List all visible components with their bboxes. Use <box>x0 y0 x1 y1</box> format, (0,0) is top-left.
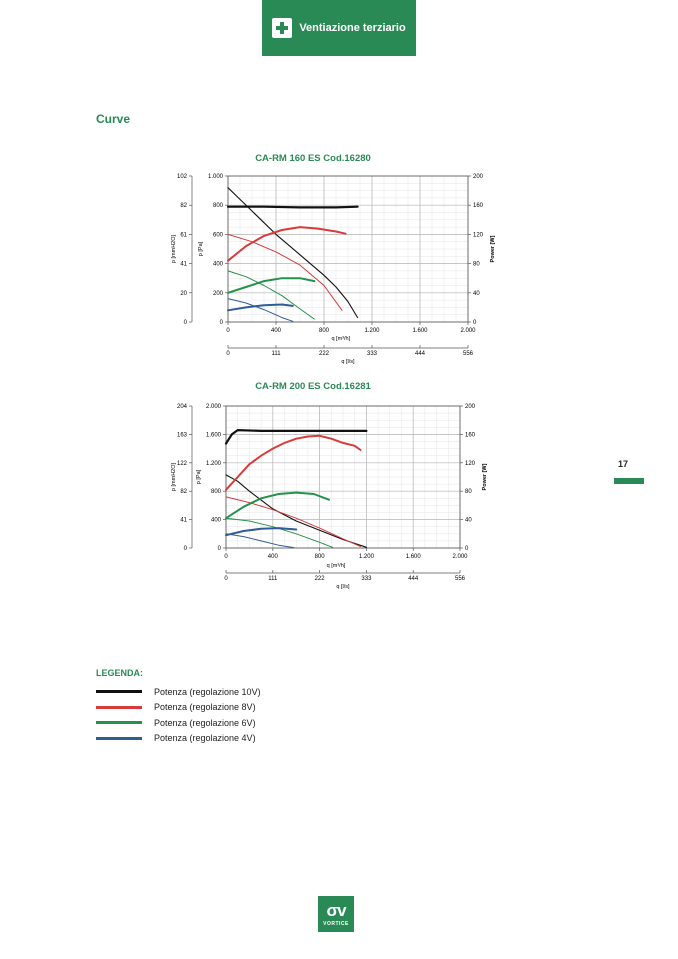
x2-tick-label: 556 <box>454 576 466 582</box>
x2-axis-label: q [l/s] <box>336 584 350 590</box>
x2-tick-label: 0 <box>224 576 228 582</box>
section-title: Curve <box>96 112 131 126</box>
x-axis-label: q [m³/h] <box>326 563 346 569</box>
x2-tick-label: 556 <box>462 351 474 357</box>
cross-icon <box>272 18 292 38</box>
series-line-pressione-10v <box>226 475 366 547</box>
mm-tick-label: 102 <box>176 174 187 180</box>
x2-tick-label: 222 <box>314 576 325 582</box>
y-axis-label-mm: p [mmH2O] <box>171 234 177 264</box>
legend-item <box>96 700 261 716</box>
y-tick-label: 2.000 <box>205 404 221 410</box>
legend-item <box>96 731 261 747</box>
x-tick-label: 400 <box>270 328 282 334</box>
page-number: 17 <box>618 459 629 469</box>
legend-label: Potenza (regolazione 4V) <box>154 733 256 744</box>
series-line-pressione-4v <box>228 299 293 322</box>
mm-tick-label: 41 <box>180 261 187 268</box>
y-right-tick-label: 80 <box>465 489 472 496</box>
y-tick-label: 800 <box>212 203 223 210</box>
y-tick-label: 400 <box>210 517 221 524</box>
y-right-tick-label: 200 <box>465 404 476 410</box>
y-tick-label: 800 <box>210 489 221 496</box>
series-line-pressione-4v <box>226 534 294 548</box>
series-line-potenza-4v <box>228 305 293 311</box>
y-right-tick-label: 40 <box>465 517 472 524</box>
x2-tick-label: 333 <box>361 576 372 582</box>
mm-tick-label: 41 <box>180 517 187 524</box>
series-line-potenza-8v <box>228 227 346 261</box>
x-tick-label: 1.600 <box>405 554 421 560</box>
series-line-pressione-8v <box>228 234 342 310</box>
mm-tick-label: 0 <box>183 546 187 552</box>
legend <box>96 668 261 746</box>
logo-mark-icon: σv <box>326 900 346 920</box>
x2-axis-label: q [l/s] <box>341 359 355 365</box>
plot-frame <box>226 406 460 548</box>
y-right-tick-label: 40 <box>473 290 480 297</box>
plot-frame <box>228 176 468 322</box>
legend-swatch <box>96 690 142 693</box>
legend-label: Potenza (regolazione 10V) <box>154 686 261 697</box>
y-right-tick-label: 160 <box>465 432 476 439</box>
x-tick-label: 800 <box>318 328 330 334</box>
y-axis-label-power: Power [W] <box>490 235 496 263</box>
series-line-potenza-8v <box>226 436 361 490</box>
series-line-potenza-10v <box>226 430 366 444</box>
series-line-potenza-6v <box>228 278 314 293</box>
x-tick-label: 2.000 <box>452 554 468 560</box>
y-tick-label: 600 <box>212 232 223 239</box>
x-tick-label: 800 <box>314 554 325 560</box>
y-right-tick-label: 0 <box>473 320 477 326</box>
y-tick-label: 400 <box>212 261 223 268</box>
logo-wordmark: VORTICE <box>323 920 349 927</box>
mm-tick-label: 0 <box>183 320 187 326</box>
series-line-pressione-10v <box>228 188 358 318</box>
y-tick-label: 0 <box>217 546 221 552</box>
mm-tick-label: 82 <box>180 489 187 496</box>
y-right-tick-label: 0 <box>465 546 469 552</box>
x-tick-label: 1.600 <box>412 328 428 334</box>
legend-label: Potenza (regolazione 6V) <box>154 717 256 728</box>
y-right-tick-label: 120 <box>465 460 476 467</box>
y-axis-label-mm: p [mmH2O] <box>171 462 177 492</box>
y-right-tick-label: 120 <box>473 232 484 239</box>
x2-tick-label: 111 <box>268 576 278 582</box>
series-line-pressione-6v <box>228 271 314 319</box>
y-tick-label: 200 <box>212 290 223 297</box>
series-line-potenza-4v <box>226 528 296 535</box>
mm-tick-label: 61 <box>180 232 187 239</box>
y-axis-label-pa: p [Pa] <box>196 469 202 485</box>
mm-tick-label: 122 <box>176 460 187 467</box>
x-tick-label: 0 <box>226 328 230 334</box>
header-title: Ventiazione terziario <box>299 22 406 34</box>
page-marker <box>614 478 644 484</box>
x-tick-label: 2.000 <box>460 328 476 334</box>
mm-tick-label: 82 <box>180 203 187 210</box>
series-line-pressione-8v <box>226 497 361 547</box>
x-tick-label: 400 <box>267 554 278 560</box>
x2-tick-label: 111 <box>271 351 281 357</box>
vortice-logo <box>318 896 354 932</box>
legend-item <box>96 684 261 700</box>
y-tick-label: 1.600 <box>205 432 221 439</box>
x-tick-label: 1.200 <box>364 328 380 334</box>
x-axis-label: q [m³/h] <box>331 336 351 342</box>
series-line-potenza-10v <box>228 207 358 208</box>
y-right-tick-label: 80 <box>473 261 480 268</box>
legend-swatch <box>96 706 142 709</box>
x2-tick-label: 444 <box>408 576 419 582</box>
mm-tick-label: 204 <box>176 404 187 410</box>
x2-tick-label: 333 <box>366 351 378 357</box>
y-axis-label-pa: p [Pa] <box>198 241 204 257</box>
legend-label: Potenza (regolazione 8V) <box>154 702 256 713</box>
legend-item <box>96 715 261 731</box>
y-tick-label: 0 <box>219 320 223 326</box>
x2-tick-label: 444 <box>414 351 426 357</box>
mm-tick-label: 20 <box>180 290 187 297</box>
legend-title: LEGENDA: <box>96 668 143 678</box>
legend-swatch <box>96 721 142 724</box>
series-line-potenza-6v <box>226 493 329 519</box>
y-right-tick-label: 200 <box>473 174 484 180</box>
x2-tick-label: 0 <box>226 351 230 357</box>
y-axis-label-power: Power [W] <box>482 463 488 491</box>
header-tab <box>262 0 416 56</box>
y-tick-label: 1.000 <box>207 174 223 180</box>
x-tick-label: 1.200 <box>358 554 374 560</box>
x-tick-label: 0 <box>224 554 228 560</box>
chart-title: CA-RM 200 ES Cod.16281 <box>255 381 371 392</box>
mm-tick-label: 163 <box>176 432 187 439</box>
y-right-tick-label: 160 <box>473 203 484 210</box>
chart-title: CA-RM 160 ES Cod.16280 <box>255 153 371 164</box>
series-line-pressione-6v <box>226 518 333 547</box>
x2-tick-label: 222 <box>318 351 330 357</box>
y-tick-label: 1.200 <box>205 460 221 467</box>
legend-swatch <box>96 737 142 740</box>
